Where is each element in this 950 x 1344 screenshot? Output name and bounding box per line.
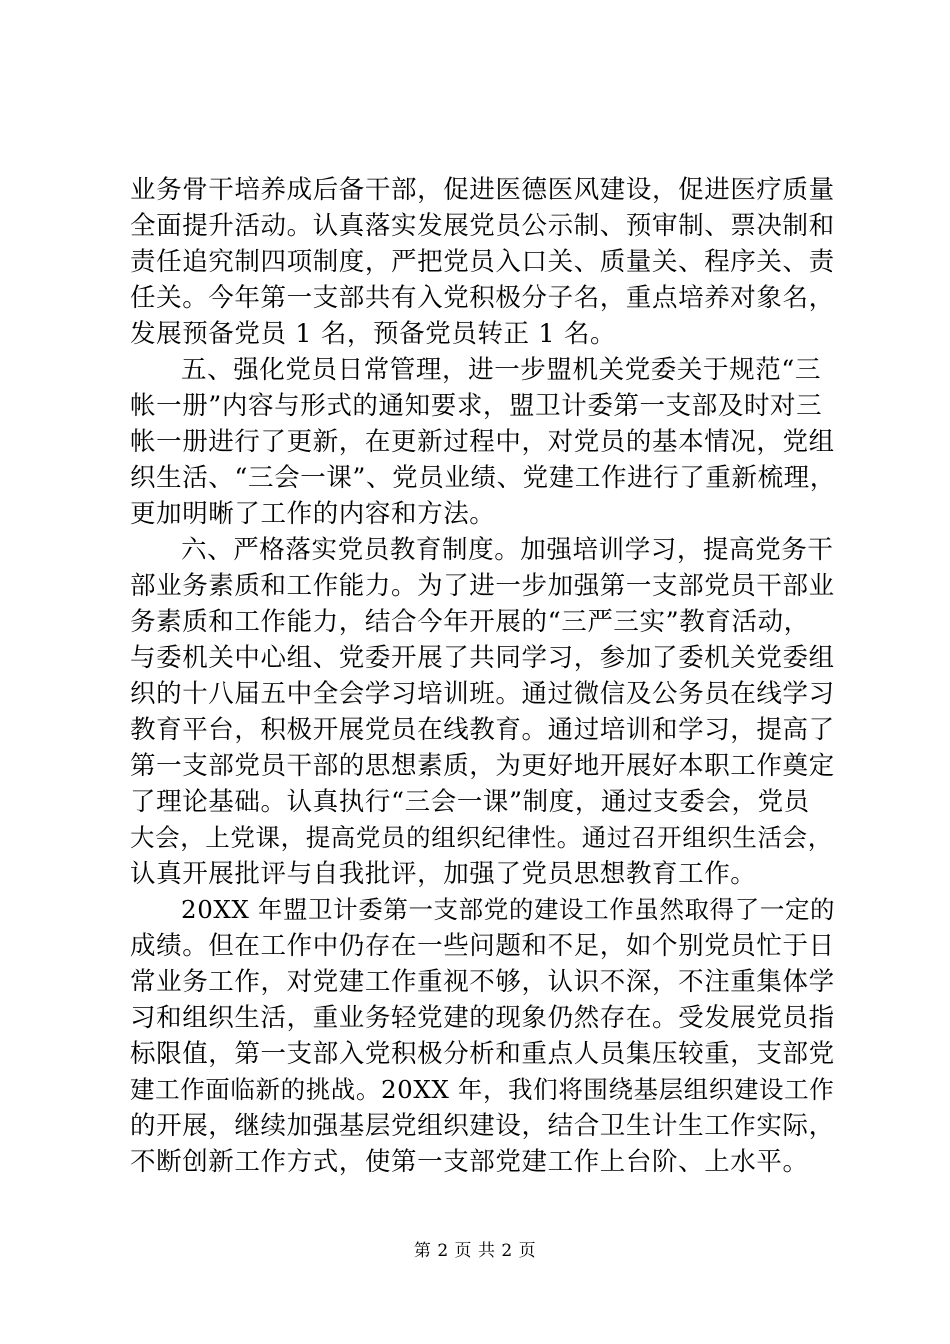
page-number-footer: 第 2 页 共 2 页 [413,1241,537,1261]
text-line: 发展预备党员 1 名，预备党员转正 1 名。 [130,319,617,349]
text-line: 的开展，继续加强基层党组织建设，结合卫生计生工作实际， [130,1111,835,1141]
text-line: 建工作面临新的挑战。20XX 年，我们将围绕基层组织建设工作 [130,1075,835,1104]
document-body [130,172,840,1180]
text-line: 第一支部党员干部的思想素质，为更好地开展好本职工作奠定 [130,751,835,781]
text-line: 帐一册进行了更新，在更新过程中，对党员的基本情况，党组 [130,427,835,457]
paragraph-recruitment [130,172,840,352]
paragraph-section-six [130,532,840,892]
text-line: 标限值，第一支部入党积极分析和重点人员集压较重，支部党 [130,1039,835,1069]
text-line: 六、严格落实党员教育制度。加强培训学习，提高党务干 [181,535,834,565]
text-line: 了理论基础。认真执行“三会一课”制度，通过支委会，党员 [130,787,810,817]
text-line: 不断创新工作方式，使第一支部党建工作上台阶、上水平。 [130,1147,809,1177]
text-line: 织的十八届五中全会学习培训班。通过微信及公务员在线学习 [130,679,835,709]
text-line: 全面提升活动。认真落实发展党员公示制、预审制、票决制和 [130,211,835,241]
text-line: 责任追究制四项制度，严把党员入口关、质量关、程序关、责 [130,247,835,277]
text-line: 任关。今年第一支部共有入党积极分子名，重点培养对象名， [130,283,835,313]
paragraph-summary [130,892,840,1180]
text-line: 务素质和工作能力，结合今年开展的“三严三实”教育活动， [130,607,810,637]
text-line: 成绩。但在工作中仍存在一些问题和不足，如个别党员忙于日 [130,931,835,961]
text-line: 常业务工作，对党建工作重视不够，认识不深，不注重集体学 [130,967,835,997]
text-line: 业务骨干培养成后备干部，促进医德医风建设，促进医疗质量 [130,175,835,205]
text-line: 五、强化党员日常管理，进一步盟机关党委关于规范“三 [181,355,822,385]
paragraph-section-five [130,352,840,532]
text-line: 织生活、“三会一课”、党员业绩、党建工作进行了重新梳理， [130,463,836,493]
text-line: 习和组织生活，重业务轻党建的现象仍然存在。受发展党员指 [130,1003,835,1033]
text-line: 更加明晰了工作的内容和方法。 [130,499,496,529]
text-line: 部业务素质和工作能力。为了进一步加强第一支部党员干部业 [130,571,835,601]
text-line: 与委机关中心组、党委开展了共同学习，参加了委机关党委组 [130,643,835,673]
text-line: 大会，上党课，提高党员的组织纪律性。通过召开组织生活会， [130,823,833,852]
text-line: 帐一册”内容与形式的通知要求，盟卫计委第一支部及时对三 [130,391,823,421]
text-line: 教育平台，积极开展党员在线教育。通过培训和学习，提高了 [130,715,835,745]
text-line: 认真开展批评与自我批评，加强了党员思想教育工作。 [130,859,757,889]
text-line: 20XX 年盟卫计委第一支部党的建设工作虽然取得了一定的 [181,895,836,924]
